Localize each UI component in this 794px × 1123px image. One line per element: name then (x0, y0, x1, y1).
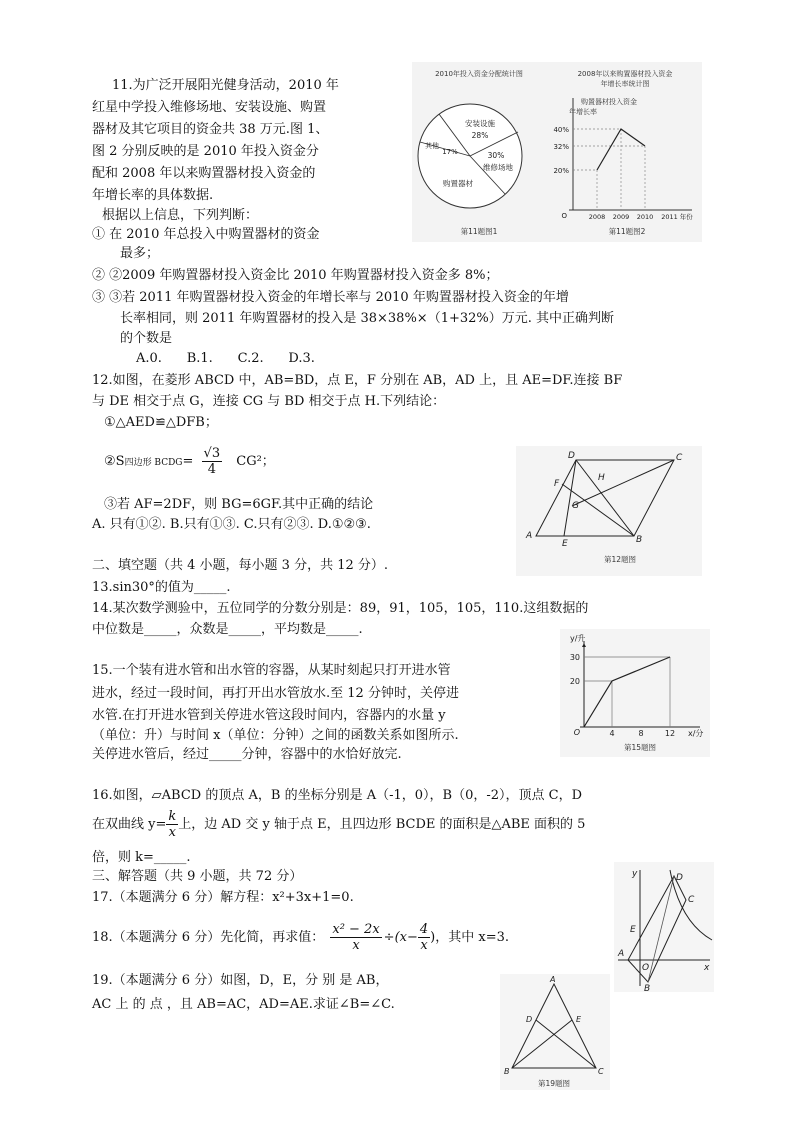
q18-fraction-2 (418, 922, 430, 953)
pie-slice-label-repair: 维修场地 (483, 163, 513, 172)
q16-frac-num: k (168, 809, 177, 824)
x-tick-2011: 2011 年份 (661, 213, 693, 221)
q16-label-C: C (688, 895, 695, 905)
q15-y-tick-20: 20 (569, 677, 580, 686)
q12-label-H: H (598, 473, 605, 483)
q18-f2-den: x (420, 938, 428, 953)
x-tick-2009: 2009 (612, 213, 630, 221)
q16-line-1: 16.如图，▱ABCD 的顶点 A，B 的坐标分别是 A（-1，0），B（0，-2），顶点 C，D (92, 788, 583, 803)
q19-label-E: E (576, 1015, 582, 1024)
q15-caption: 第15题图 (623, 743, 657, 752)
pie-slice-label-install: 安装设施 (465, 119, 495, 128)
q11-line-2: 红星中学投入维修场地、安装设施、购置 (92, 100, 327, 115)
pie-slice-label-other: 其他 (425, 142, 439, 150)
q11-line-5: 配和 2008 年以来购置器材投入资金的 (92, 166, 316, 181)
q11-judgement-3b: 长率相同，则 2011 年购置器材的投入是 38×38%×（1+32%）万元. 其中正确判断 (120, 311, 615, 326)
q16-hyperbola-figure (614, 862, 714, 992)
q12-label-C: C (676, 453, 683, 463)
q15-line-1: 15.一个装有进水管和出水管的容器，从某时刻起只打开进水管 (92, 663, 451, 678)
q16-label-x: x (704, 963, 710, 973)
q18-mid: ÷(x− (383, 930, 418, 945)
q13: 13.sin30°的值为_____. (92, 580, 231, 595)
q11-line-figure (547, 62, 702, 242)
section-2-heading: 二、填空题（共 4 小题，每小题 3 分，共 12 分）. (92, 558, 389, 573)
pie-slice-pct-other: 17% (442, 148, 458, 156)
y-tick-20: 20% (553, 167, 569, 175)
q12-conclusion-3: ③若 AF=2DF，则 BG=6GF.其中正确的结论 (104, 497, 374, 512)
q12-conclusion-1: ①△AED≌△DFB； (104, 415, 218, 430)
q18-prefix: 18.（本题满分 6 分）先化简，再求值： (92, 930, 325, 945)
q19-label-D: D (526, 1015, 533, 1024)
section-3-heading: 三、解答题（共 9 小题，共 72 分） (92, 869, 303, 884)
q15-x-tick-4: 4 (609, 729, 615, 738)
q12-rhombus-figure (516, 446, 702, 576)
q11-line-1: 11.为广泛开展阳光健身活动，2010 年 (112, 78, 339, 93)
q18 (92, 918, 509, 958)
q11-judgement-3c: 的个数是 (120, 331, 173, 346)
q16-label-E: E (630, 925, 636, 935)
line-chart-title: 2008年以来购置器材投入资金 (577, 70, 673, 78)
q11-line-3: 器材及其它项目的资金共 38 万元.图 1、 (92, 122, 329, 137)
q12-c2-prefix: ②S (104, 454, 125, 469)
q12-label-F: F (554, 479, 560, 489)
q18-f2-num: 4 (419, 922, 429, 937)
q15-line-5: 关停进水管后，经过_____分钟，容器中的水恰好放完. (92, 747, 402, 762)
q12-c2-eq: = (182, 454, 194, 469)
q15-line-2: 进水，经过一段时间，再打开出水管放水.至 12 分钟时，关停进 (92, 686, 459, 701)
q11-options: A.0. B.1. C.2. D.3. (136, 351, 315, 366)
pie-title: 2010年投入资金分配统计图 (435, 70, 523, 78)
q11-judgement-1: ① 在 2010 年总投入中购置器材的资金 (92, 227, 320, 242)
q19-caption: 第19题图 (537, 1079, 571, 1088)
q11-judgement-1b: 最多； (120, 246, 160, 261)
pie-caption: 第11题图1 (460, 227, 498, 236)
line-chart-caption: 第11题图2 (608, 227, 646, 236)
q12-line-2: 与 DE 相交于点 G，连接 CG 与 BD 相交于点 H.下列结论： (92, 394, 446, 409)
origin-label: O (561, 212, 567, 220)
q12-options: A. 只有①②. B.只有①③. C.只有②③. D.①②③. (92, 517, 371, 532)
q12-line-1: 12.如图，在菱形 ABCD 中，AB=BD，点 E，F 分别在 AB，AD 上，且 AE=DF.连接 BF (92, 373, 623, 388)
q12-c2-num: √3 (203, 446, 221, 461)
q15-x-tick-12: 12 (664, 729, 676, 738)
q14-line-1: 14.某次数学测验中，五位同学的分数分别是：89，91，105，105，110.这组数据的 (92, 601, 589, 616)
line-chart-title-2: 年增长率统计图 (600, 80, 650, 88)
pie-slice-pct-install: 28% (471, 131, 489, 140)
q12-c2-sub: 四边形 BCDG (124, 458, 183, 468)
q15-line-4: （单位：升）与时间 x（单位：分钟）之间的函数关系如图所示. (92, 728, 459, 743)
x-tick-2008: 2008 (588, 213, 606, 221)
q12-c2-den: 4 (207, 462, 216, 477)
q15-x-tick-8: 8 (638, 729, 644, 738)
q12-label-B: B (636, 535, 643, 545)
q17: 17.（本题满分 6 分）解方程：x²+3x+1=0. (92, 890, 354, 905)
q15-graph-figure (560, 629, 710, 757)
q19-label-C: C (598, 1067, 604, 1076)
q16-line-3: 倍，则 k=_____. (92, 850, 191, 865)
q11-line-7: 根据以上信息，下列判断： (102, 208, 259, 223)
y-tick-40: 40% (553, 126, 569, 134)
q12-label-G: G (572, 501, 579, 511)
q12-label-D: D (568, 451, 575, 461)
q16-label-D: D (676, 873, 683, 883)
q12-c2-suffix: CG²； (236, 454, 275, 469)
q12-label-E: E (562, 539, 568, 549)
q12-conclusion-2 (104, 444, 275, 482)
y-tick-32: 32% (553, 143, 569, 151)
q15-y-label: y/升 (570, 634, 586, 643)
q18-f1-num: x² − 2x (332, 922, 380, 937)
q16-frac-den: x (168, 825, 176, 840)
q18-f1-den: x (352, 938, 360, 953)
pie-slice-pct-repair: 30% (487, 151, 505, 160)
q15-x-label: x/分 (688, 729, 704, 738)
pie-slice-label-equipment: 购置器材 (443, 179, 473, 188)
q16-label-y: y (632, 869, 638, 879)
q16-k-over-x (166, 809, 178, 840)
q19-line-1: 19.（本题满分 6 分）如图，D，E，分 别 是 AB， (92, 973, 389, 988)
q11-line-6: 年增长率的具体数据. (92, 188, 214, 203)
q11-pie-figure (412, 62, 547, 242)
q12-caption: 第12题图 (603, 555, 637, 564)
q11-judgement-2: ② ②2009 年购置器材投入资金比 2010 年购置器材投入资金多 8%； (92, 268, 499, 283)
line-chart-inner-title: 购置器材投入资金 (581, 98, 637, 106)
q15-y-tick-30: 30 (569, 653, 580, 662)
q11-judgement-3: ③ ③若 2011 年购置器材投入资金的年增长率与 2010 年购置器材投入资金的年增 (92, 290, 569, 305)
q18-close: )，其中 x=3. (430, 930, 509, 945)
x-tick-2010: 2010 (636, 213, 654, 221)
q16-label-B: B (644, 984, 651, 992)
q16-label-A: A (618, 949, 625, 959)
q19-label-A: A (550, 975, 556, 984)
q16-line-2-suffix: 上，边 AD 交 y 轴于点 E，且四边形 BCDE 的面积是△ABE 面积的 5 (178, 817, 586, 832)
q19-line-2: AC 上 的 点 ，且 AB=AC，AD=AE.求证∠B=∠C. (92, 997, 395, 1012)
q16-line-2 (92, 806, 585, 844)
q16-line-2-prefix: 在双曲线 y= (92, 817, 167, 832)
q19-label-B: B (504, 1067, 510, 1076)
q15-line-3: 水管.在打开进水管到关停进水管这段时间内，容器内的水量 y (92, 708, 446, 723)
q12-c2-fraction (202, 446, 223, 477)
q16-label-O: O (642, 963, 650, 973)
line-chart-inner-title-2: 年增长率 (569, 108, 597, 116)
q18-fraction-1 (330, 922, 381, 953)
q11-line-4: 图 2 分别反映的是 2010 年投入资金分 (92, 144, 319, 159)
q12-label-A: A (526, 531, 533, 541)
q14-line-2: 中位数是_____，众数是_____，平均数是_____. (92, 622, 363, 637)
q19-triangle-figure (500, 974, 610, 1090)
q15-origin: O (573, 728, 580, 737)
